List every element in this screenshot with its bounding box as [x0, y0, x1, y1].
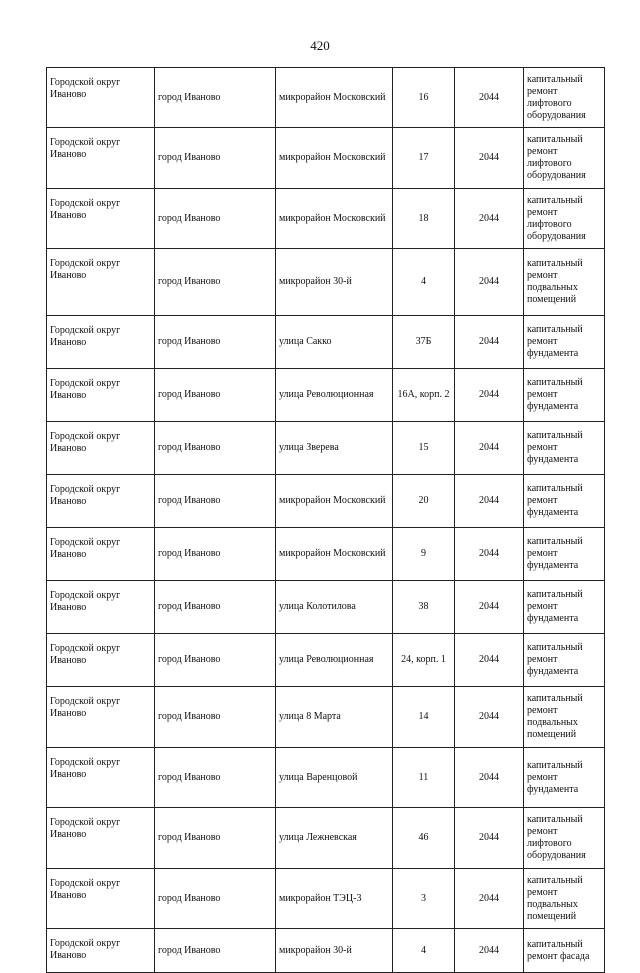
- table-row: [47, 687, 605, 748]
- street-cell: микрорайон Московский: [276, 528, 393, 581]
- okrug-cell: Городской округ Иваново: [47, 316, 155, 369]
- city-cell: город Иваново: [155, 581, 276, 634]
- year-cell: 2044: [455, 528, 524, 581]
- city-cell: город Иваново: [155, 808, 276, 869]
- house-number-cell: 4: [393, 929, 455, 973]
- work-type-cell: капитальный ремонт фундамента: [524, 369, 605, 422]
- house-number-cell: 46: [393, 808, 455, 869]
- street-cell: микрорайон Московский: [276, 475, 393, 528]
- year-cell: 2044: [455, 475, 524, 528]
- house-number-cell: 18: [393, 189, 455, 249]
- registry-table: [46, 67, 605, 973]
- city-cell: город Иваново: [155, 128, 276, 189]
- city-cell: город Иваново: [155, 687, 276, 748]
- house-number-cell: 3: [393, 869, 455, 929]
- work-type-cell: капитальный ремонт подвальных помещений: [524, 249, 605, 316]
- house-number-cell: 4: [393, 249, 455, 316]
- street-cell: микрорайон Московский: [276, 189, 393, 249]
- street-cell: улица Сакко: [276, 316, 393, 369]
- year-cell: 2044: [455, 128, 524, 189]
- table-row: [47, 249, 605, 316]
- city-cell: город Иваново: [155, 634, 276, 687]
- okrug-cell: Городской округ Иваново: [47, 581, 155, 634]
- year-cell: 2044: [455, 929, 524, 973]
- year-cell: 2044: [455, 748, 524, 808]
- street-cell: улица 8 Марта: [276, 687, 393, 748]
- table-row: [47, 316, 605, 369]
- okrug-cell: Городской округ Иваново: [47, 528, 155, 581]
- okrug-cell: Городской округ Иваново: [47, 869, 155, 929]
- table-row: [47, 748, 605, 808]
- work-type-cell: капитальный ремонт фундамента: [524, 581, 605, 634]
- table-row: [47, 528, 605, 581]
- work-type-cell: капитальный ремонт фундамента: [524, 316, 605, 369]
- house-number-cell: 38: [393, 581, 455, 634]
- year-cell: 2044: [455, 189, 524, 249]
- year-cell: 2044: [455, 68, 524, 128]
- work-type-cell: капитальный ремонт подвальных помещений: [524, 687, 605, 748]
- street-cell: улица Революционная: [276, 634, 393, 687]
- okrug-cell: Городской округ Иваново: [47, 475, 155, 528]
- house-number-cell: 15: [393, 422, 455, 475]
- table-row: [47, 128, 605, 189]
- table-row: [47, 634, 605, 687]
- city-cell: город Иваново: [155, 475, 276, 528]
- okrug-cell: Городской округ Иваново: [47, 189, 155, 249]
- street-cell: улица Зверева: [276, 422, 393, 475]
- okrug-cell: Городской округ Иваново: [47, 687, 155, 748]
- street-cell: микрорайон 30-й: [276, 249, 393, 316]
- year-cell: 2044: [455, 369, 524, 422]
- house-number-cell: 16А, корп. 2: [393, 369, 455, 422]
- okrug-cell: Городской округ Иваново: [47, 808, 155, 869]
- work-type-cell: капитальный ремонт фундамента: [524, 528, 605, 581]
- house-number-cell: 24, корп. 1: [393, 634, 455, 687]
- table-row: [47, 369, 605, 422]
- okrug-cell: Городской округ Иваново: [47, 68, 155, 128]
- year-cell: 2044: [455, 634, 524, 687]
- year-cell: 2044: [455, 316, 524, 369]
- okrug-cell: Городской округ Иваново: [47, 929, 155, 973]
- table-row: [47, 475, 605, 528]
- year-cell: 2044: [455, 687, 524, 748]
- year-cell: 2044: [455, 808, 524, 869]
- year-cell: 2044: [455, 581, 524, 634]
- street-cell: улица Революционная: [276, 369, 393, 422]
- city-cell: город Иваново: [155, 249, 276, 316]
- work-type-cell: капитальный ремонт подвальных помещений: [524, 869, 605, 929]
- table-row: [47, 189, 605, 249]
- house-number-cell: 37Б: [393, 316, 455, 369]
- okrug-cell: Городской округ Иваново: [47, 422, 155, 475]
- work-type-cell: капитальный ремонт фундамента: [524, 748, 605, 808]
- year-cell: 2044: [455, 422, 524, 475]
- city-cell: город Иваново: [155, 369, 276, 422]
- okrug-cell: Городской округ Иваново: [47, 369, 155, 422]
- work-type-cell: капитальный ремонт фундамента: [524, 634, 605, 687]
- city-cell: город Иваново: [155, 929, 276, 973]
- okrug-cell: Городской округ Иваново: [47, 249, 155, 316]
- work-type-cell: капитальный ремонт фундамента: [524, 475, 605, 528]
- table-row: [47, 581, 605, 634]
- table-row: [47, 808, 605, 869]
- house-number-cell: 11: [393, 748, 455, 808]
- street-cell: микрорайон ТЭЦ-3: [276, 869, 393, 929]
- street-cell: улица Варенцовой: [276, 748, 393, 808]
- table-row: [47, 869, 605, 929]
- street-cell: микрорайон 30-й: [276, 929, 393, 973]
- street-cell: микрорайон Московский: [276, 68, 393, 128]
- work-type-cell: капитальный ремонт лифтового оборудования: [524, 808, 605, 869]
- okrug-cell: Городской округ Иваново: [47, 128, 155, 189]
- city-cell: город Иваново: [155, 316, 276, 369]
- city-cell: город Иваново: [155, 748, 276, 808]
- city-cell: город Иваново: [155, 528, 276, 581]
- house-number-cell: 17: [393, 128, 455, 189]
- table-row: [47, 422, 605, 475]
- house-number-cell: 20: [393, 475, 455, 528]
- table-row: [47, 929, 605, 973]
- work-type-cell: капитальный ремонт лифтового оборудования: [524, 189, 605, 249]
- city-cell: город Иваново: [155, 422, 276, 475]
- house-number-cell: 9: [393, 528, 455, 581]
- page-number: 420: [310, 38, 330, 53]
- year-cell: 2044: [455, 249, 524, 316]
- city-cell: город Иваново: [155, 869, 276, 929]
- okrug-cell: Городской округ Иваново: [47, 634, 155, 687]
- city-cell: город Иваново: [155, 189, 276, 249]
- okrug-cell: Городской округ Иваново: [47, 748, 155, 808]
- street-cell: улица Лежневская: [276, 808, 393, 869]
- street-cell: улица Колотилова: [276, 581, 393, 634]
- street-cell: микрорайон Московский: [276, 128, 393, 189]
- work-type-cell: капитальный ремонт фундамента: [524, 422, 605, 475]
- table-body: [47, 68, 605, 973]
- house-number-cell: 16: [393, 68, 455, 128]
- work-type-cell: капитальный ремонт лифтового оборудования: [524, 128, 605, 189]
- table-row: [47, 68, 605, 128]
- house-number-cell: 14: [393, 687, 455, 748]
- work-type-cell: капитальный ремонт фасада: [524, 929, 605, 973]
- work-type-cell: капитальный ремонт лифтового оборудования: [524, 68, 605, 128]
- year-cell: 2044: [455, 869, 524, 929]
- city-cell: город Иваново: [155, 68, 276, 128]
